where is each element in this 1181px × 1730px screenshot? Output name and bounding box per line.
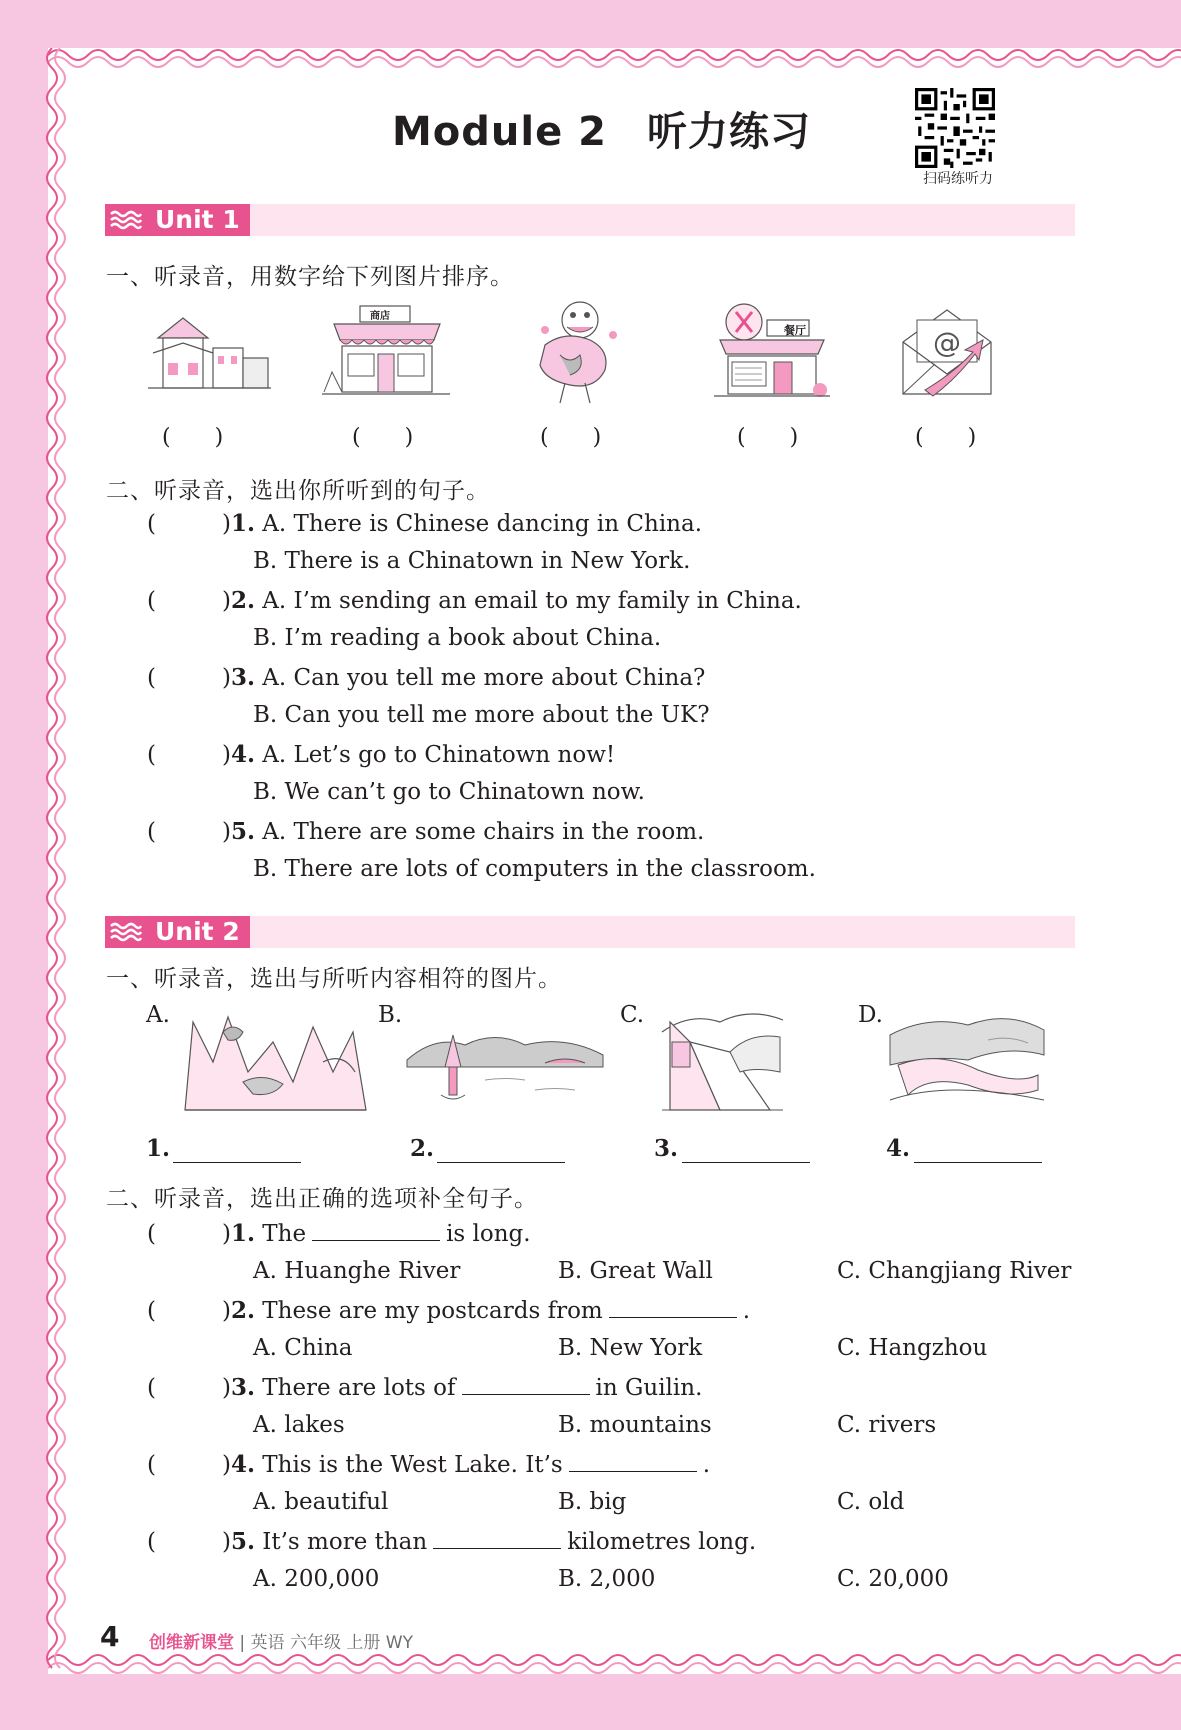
option-a: A. China <box>253 1335 353 1361</box>
picture-label-c: C. <box>620 1002 645 1028</box>
option-b: B. There are lots of computers in the classroom. <box>253 856 816 882</box>
option-b: B. big <box>558 1489 627 1515</box>
question-row: ( )2. These are my postcards from . <box>147 1297 751 1324</box>
option-c: C. Hangzhou <box>837 1335 988 1361</box>
question-text-pre: There are lots of <box>262 1375 456 1401</box>
fill-blank[interactable] <box>569 1453 697 1472</box>
question-number: 1. <box>230 1220 255 1247</box>
unit1-label: Unit 1 <box>155 205 240 234</box>
great-wall-picture[interactable] <box>660 1002 785 1112</box>
option-b: B. Can you tell me more about the UK? <box>253 702 710 728</box>
question-number: 2. <box>230 587 255 614</box>
question-row: ( )2. A. I’m sending an email to my family in China. <box>147 587 802 614</box>
question-number: 5. <box>230 818 255 845</box>
option-b: B. 2,000 <box>558 1566 656 1592</box>
option-a: A. Let’s go to Chinatown now! <box>262 742 616 768</box>
shop-sign-text: 商店 <box>370 311 390 322</box>
question-text-pre: These are my postcards from <box>262 1298 603 1324</box>
question-number: 3. <box>230 1374 255 1401</box>
question-row: ( )1. The is long. <box>147 1220 531 1247</box>
lion-dance-picture <box>525 295 625 407</box>
question-text-post: kilometres long. <box>567 1529 757 1555</box>
answer-paren-1[interactable]: ( ) <box>162 425 224 450</box>
unit1-part2-heading: 二、听录音，选出你所听到的句子。 <box>106 478 490 504</box>
option-a: A. Can you tell me more about China? <box>262 665 706 691</box>
svg-text:@: @ <box>933 326 961 359</box>
question-text-post: . <box>702 1452 711 1478</box>
footer-brand: 创维新课堂 <box>149 1633 234 1653</box>
option-a: A. There is Chinese dancing in China. <box>262 511 703 537</box>
wavy-border-top <box>48 40 1181 70</box>
question-number: 3. <box>230 664 255 691</box>
restaurant-picture <box>712 300 832 405</box>
option-a: A. I’m sending an email to my family in China. <box>262 588 802 614</box>
option-a: A. There are some chairs in the room. <box>262 819 705 845</box>
picture-label-b: B. <box>378 1002 403 1028</box>
option-a: A. 200,000 <box>253 1566 380 1592</box>
fill-blank[interactable] <box>433 1530 561 1549</box>
page-number: 4 <box>100 1620 120 1653</box>
option-c: C. Changjiang River <box>837 1258 1072 1284</box>
river-picture[interactable] <box>888 1005 1046 1110</box>
answer-number: 4. <box>886 1135 911 1162</box>
question-row: ( )3. There are lots of in Guilin. <box>147 1374 703 1401</box>
option-c: C. rivers <box>837 1412 937 1438</box>
option-b: B. Great Wall <box>558 1258 713 1284</box>
question-row: ( )4. This is the West Lake. It’s . <box>147 1451 711 1478</box>
answer-paren-2[interactable]: ( ) <box>352 425 414 450</box>
unit2-label: Unit 2 <box>155 917 240 946</box>
unit2-part1-heading: 一、听录音，选出与所听内容相符的图片。 <box>106 966 562 992</box>
answer-number: 2. <box>410 1135 435 1162</box>
fill-blank[interactable] <box>609 1299 737 1318</box>
answer-line-2[interactable] <box>437 1162 565 1163</box>
unit2-tag <box>105 916 250 948</box>
qr-code-icon[interactable] <box>915 88 995 168</box>
footer-book-info: 英语 六年级 上册 WY <box>250 1633 413 1653</box>
restaurant-sign-text: 餐厅 <box>784 324 806 337</box>
wavy-border-bottom <box>48 1650 1181 1680</box>
answer-number: 3. <box>654 1135 679 1162</box>
option-a: A. beautiful <box>253 1489 389 1515</box>
answer-line-4[interactable] <box>914 1162 1042 1163</box>
question-text-pre: It’s more than <box>262 1529 428 1555</box>
chinatown-building-picture <box>143 308 273 398</box>
wavy-border-left <box>40 48 70 1674</box>
footer-info: 创维新课堂 | 英语 六年级 上册 WY <box>149 1633 413 1653</box>
answer-paren-5[interactable]: ( ) <box>915 425 977 450</box>
option-a: A. Huanghe River <box>253 1258 461 1284</box>
question-number: 1. <box>230 510 255 537</box>
module-subtitle: 听力练习 <box>647 109 811 155</box>
qr-label: 扫码练听力 <box>923 171 993 187</box>
fill-blank[interactable] <box>312 1222 440 1241</box>
wave-lines-icon <box>109 921 143 943</box>
picture-label-a: A. <box>146 1002 170 1028</box>
question-row: ( )4. A. Let’s go to Chinatown now! <box>147 741 616 768</box>
question-text-post: in Guilin. <box>595 1375 703 1401</box>
option-a: A. lakes <box>253 1412 345 1438</box>
question-text-pre: This is the West Lake. It’s <box>262 1452 563 1478</box>
question-number: 4. <box>230 1451 255 1478</box>
option-b: B. We can’t go to Chinatown now. <box>253 779 645 805</box>
unit2-part2-heading: 二、听录音，选出正确的选项补全句子。 <box>106 1186 538 1212</box>
answer-paren-3[interactable]: ( ) <box>540 425 602 450</box>
fill-blank[interactable] <box>462 1376 590 1395</box>
option-b: B. New York <box>558 1335 703 1361</box>
answer-paren-4[interactable]: ( ) <box>737 425 799 450</box>
option-b: B. mountains <box>558 1412 712 1438</box>
guilin-mountains-picture[interactable] <box>183 1002 368 1112</box>
question-text-pre: The <box>262 1221 307 1247</box>
unit1-part1-heading: 一、听录音，用数字给下列图片排序。 <box>106 264 514 290</box>
question-row: ( )5. It’s more than kilometres long. <box>147 1528 757 1555</box>
question-row: ( )3. A. Can you tell me more about China? <box>147 664 706 691</box>
page-title <box>392 100 811 157</box>
question-number: 5. <box>230 1528 255 1555</box>
email-picture <box>895 302 1000 402</box>
unit1-banner <box>105 204 1075 236</box>
question-text-post: . <box>742 1298 751 1324</box>
wave-lines-icon <box>109 209 143 231</box>
answer-line-3[interactable] <box>682 1162 810 1163</box>
question-row: ( )1. A. There is Chinese dancing in China. <box>147 510 703 537</box>
picture-label-d: D. <box>858 1002 883 1028</box>
option-b: B. There is a Chinatown in New York. <box>253 548 691 574</box>
question-row: ( )5. A. There are some chairs in the room. <box>147 818 705 845</box>
option-b: B. I’m reading a book about China. <box>253 625 662 651</box>
option-c: C. old <box>837 1489 905 1515</box>
module-title: Module 2 <box>392 109 607 155</box>
unit2-banner <box>105 916 1075 948</box>
option-c: C. 20,000 <box>837 1566 949 1592</box>
answer-number: 1. <box>146 1135 171 1162</box>
question-number: 4. <box>230 741 255 768</box>
answer-line-1[interactable] <box>173 1162 301 1163</box>
west-lake-picture[interactable] <box>405 1005 605 1110</box>
question-text-post: is long. <box>446 1221 531 1247</box>
question-number: 2. <box>230 1297 255 1324</box>
unit1-tag <box>105 204 250 236</box>
